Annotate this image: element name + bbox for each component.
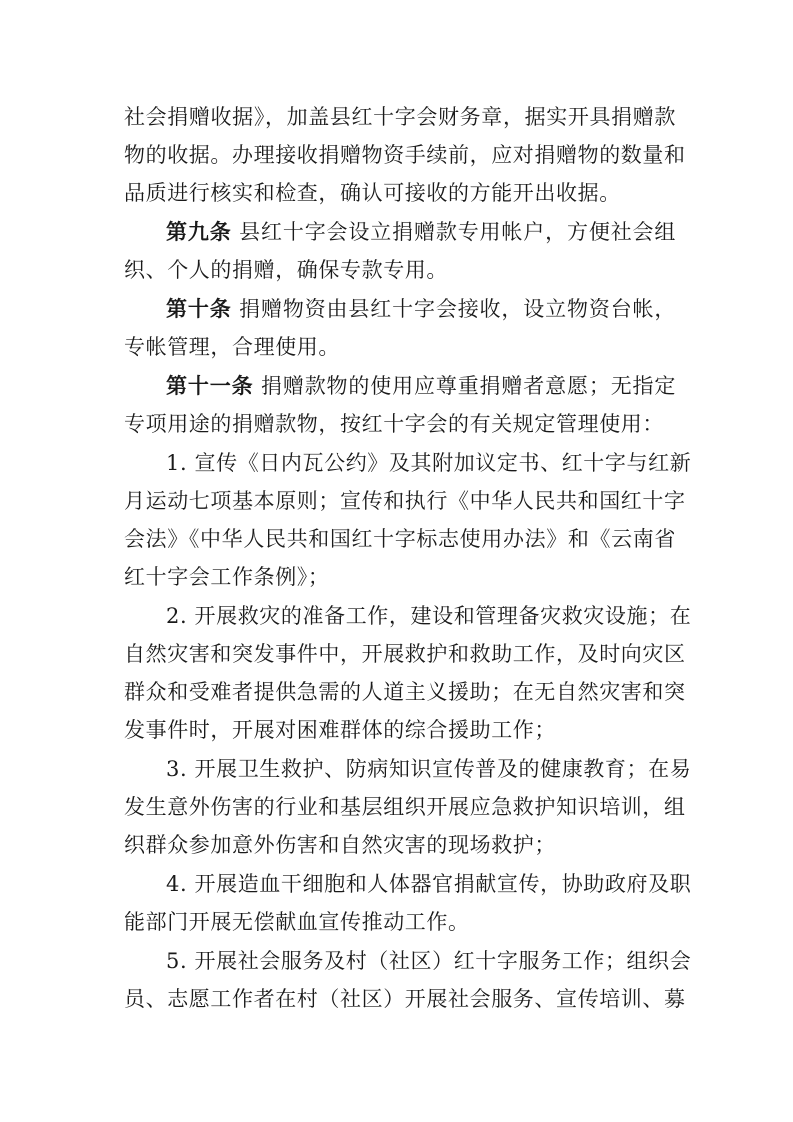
article-10 [124,290,676,366]
list-item-3 [124,750,692,864]
text-line: 发事件时，开展对困难群体的综合援助工作； [124,718,556,742]
text-line: 1. 宣传《日内瓦公约》及其附加议定书、红十字与红新 [166,451,692,475]
text-line: 4. 开展造血干细胞和人体器官捐献宣传，协助政府及职 [166,872,692,896]
text-line: 5. 开展社会服务及村（社区）红十字服务工作；组织会 [166,949,692,973]
text-line: 品质进行核实和检查，确认可接收的方能开出收据。 [124,181,621,205]
list-item-5 [124,942,692,1018]
article-heading: 第十一条 [166,373,254,398]
article-11 [124,367,676,443]
text-line: 织群众参加意外伤害和自然灾害的现场救护； [124,833,556,857]
article-heading: 第十条 [166,296,232,321]
text-line [124,367,676,405]
text-line: 物的收据。办理接收捐赠物资手续前，应对捐赠物的数量和 [124,143,686,167]
document-body [124,98,692,1019]
article-heading: 第九条 [166,219,232,244]
article-text: 捐赠款物的使用应尊重捐赠者意愿；无指定 [260,374,677,398]
text-line: 专帐管理，合理使用。 [124,335,340,359]
text-line: 会法》《中华人民共和国红十字标志使用办法》和《云南省 [124,527,676,551]
list-item-2 [124,597,692,749]
text-line: 红十字会工作条例》； [124,565,330,589]
text-line: 社会捐赠收据》，加盖县红十字会财务章，据实开具捐赠款 [124,105,676,129]
text-line: 发生意外伤害的行业和基层组织开展应急救护知识培训，组 [124,795,686,819]
article-9 [124,213,676,289]
article-text: 县红十字会设立捐赠款专用帐户，方便社会组 [239,220,677,244]
text-line: 员、志愿工作者在村（社区）开展社会服务、宣传培训、募 [124,987,686,1011]
text-line [124,213,676,251]
text-line: 月运动七项基本原则；宣传和执行《中华人民共和国红十字 [124,489,686,513]
text-line: 2. 开展救灾的准备工作，建设和管理备灾救灾设施；在 [166,604,692,628]
list-item-4 [124,865,692,941]
text-line: 3. 开展卫生救护、防病知识宣传普及的健康教育；在易 [166,757,692,781]
text-line: 专项用途的捐赠款物，按红十字会的有关规定管理使用： [124,412,664,436]
text-line: 群众和受难者提供急需的人道主义援助；在无自然灾害和突 [124,680,686,704]
text-line: 自然灾害和突发事件中，开展救护和救助工作，及时向灾区 [124,642,686,666]
article-text: 捐赠物资由县红十字会接收，设立物资台帐， [239,297,677,321]
paragraph-receipt [124,98,686,212]
list-item-1 [124,444,692,596]
text-line [124,290,676,328]
text-line: 织、个人的捐赠，确保专款专用。 [124,258,448,282]
text-line: 能部门开展无偿献血宣传推动工作。 [124,910,470,934]
